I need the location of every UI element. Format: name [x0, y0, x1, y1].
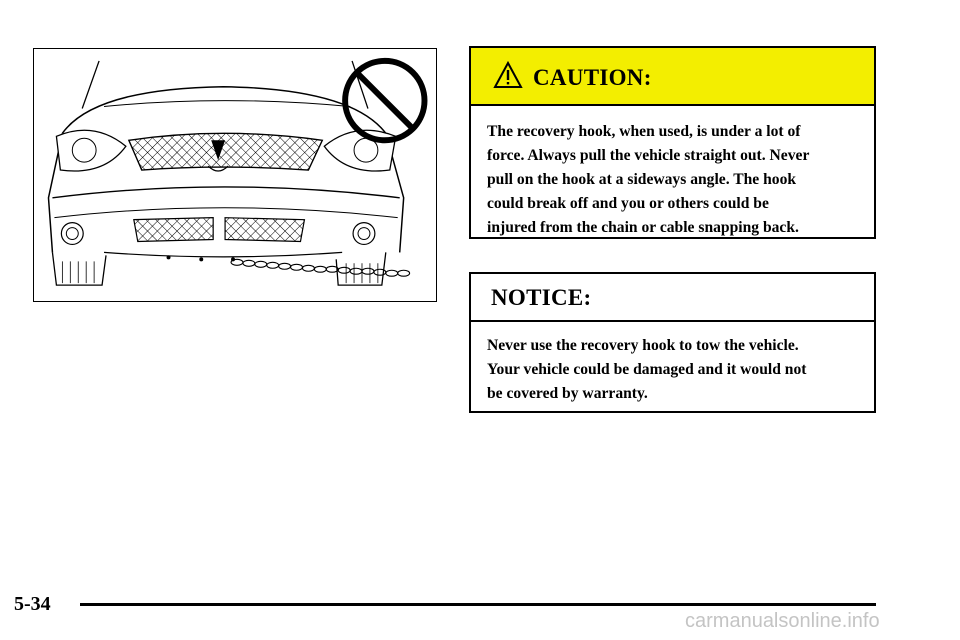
footer-rule: [80, 603, 876, 606]
notice-line: Never use the recovery hook to tow the vehicle.: [487, 337, 799, 354]
notice-text: [471, 322, 874, 406]
vehicle-recovery-illustration: [33, 48, 437, 302]
caution-text: [471, 106, 874, 240]
caution-line: injured from the chain or cable snapping back.: [487, 219, 799, 236]
page-number: 5-34: [14, 593, 51, 615]
notice-line: be covered by warranty.: [487, 385, 648, 402]
notice-header: [471, 274, 874, 322]
caution-line: pull on the hook at a sideways angle. The hook: [487, 171, 797, 188]
vehicle-front-drawing: [34, 49, 436, 301]
caution-line: force. Always pull the vehicle straight out. Never: [487, 147, 810, 164]
notice-line: Your vehicle could be damaged and it would not: [487, 361, 807, 378]
notice-title: NOTICE:: [491, 285, 592, 310]
caution-box: [469, 46, 876, 239]
caution-line: could break off and you or others could be: [487, 195, 769, 212]
watermark: carmanualsonline.info: [685, 610, 880, 632]
warning-triangle-icon: [493, 61, 523, 89]
caution-line: The recovery hook, when used, is under a lot of: [487, 123, 801, 140]
caution-header: [471, 48, 874, 106]
caution-title: CAUTION:: [533, 65, 652, 90]
notice-box: [469, 272, 876, 413]
prohibition-icon: [345, 61, 424, 140]
